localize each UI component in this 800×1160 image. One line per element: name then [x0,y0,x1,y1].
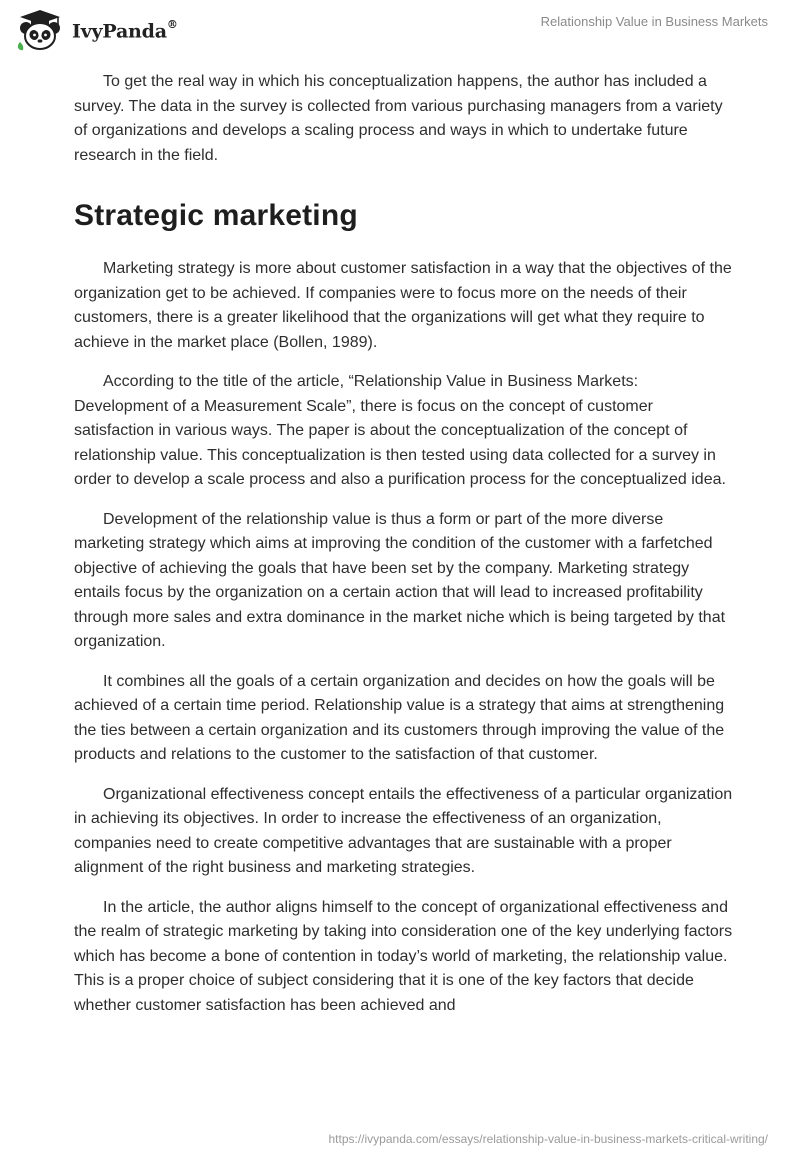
paragraph-intro: To get the real way in which his conceptualization happens, the author has included a survey. The data in the survey is collected from various purchasing managers from a variety of organizations and develops a scaling process and ways in which to undertake future research in the field. [74,73,723,164]
paragraph: Organizational effectiveness concept entails the effectiveness of a particular organization in achieving its objectives. In order to increase the effectiveness of an organization, companies need to create competitive advantages that are sustainable with a proper alignment of the right business and marketing strategies. [74,785,733,876]
paragraph: Development of the relationship value is thus a form or part of the more diverse marketing strategy which aims at improving the condition of the customer with a farfetched objective of achieving the goals that have been set by the company. Marketing strategy entails focus by the organization on a certain action that will lead to increased profitability through more sales and extra dominance in the market niche which is being targeted by that organization. [74,510,726,650]
section-heading: Strategic marketing [74,199,358,232]
logo-wordmark: IvyPanda® [72,17,178,43]
paragraph: In the article, the author aligns himself to the concept of organizational effectiveness and the realm of strategic marketing by taking into consideration one of the key underlying factors which has become a bone of contention in today’s world of marketing, the relationship value. This is a proper choice of subject considering that it is one of the key factors that decide whether customer satisfaction has been achieved and [74,898,733,1014]
essay-body [74,70,734,1033]
paragraph: According to the title of the article, “Relationship Value in Business Markets: Development of a Measurement Scale”, there is focus on the concept of customer satisfaction in various ways. The paper is about the conceptualization of the concept of relationship value. This conceptualization is then tested using data collected for a survey in order to develop a scale process and also a purification process for the conceptualized idea. [74,373,726,488]
paragraph: It combines all the goals of a certain organization and decides on how the goals will be achieved of a certain time period. Relationship value is a strategy that aims at strengthening the ties between a certain organization and its customers through improving the value of the products and relations to the customer to the satisfaction of that customer. [74,672,725,763]
page-header [0,0,800,62]
panda-graduate-icon [14,8,66,52]
paragraph: Marketing strategy is more about customer satisfaction in a way that the objectives of the organization get to be achieved. If companies were to focus more on the needs of their customers, there is a greater likelihood that the organizations will get what they require to achieve in the market place (Bollen, 1989). [74,260,732,351]
ivypanda-logo[interactable] [14,8,178,52]
document-title: Relationship Value in Business Markets [540,14,768,29]
source-url[interactable]: https://ivypanda.com/essays/relationship-value-in-business-markets-critical-writing/ [328,1132,768,1146]
